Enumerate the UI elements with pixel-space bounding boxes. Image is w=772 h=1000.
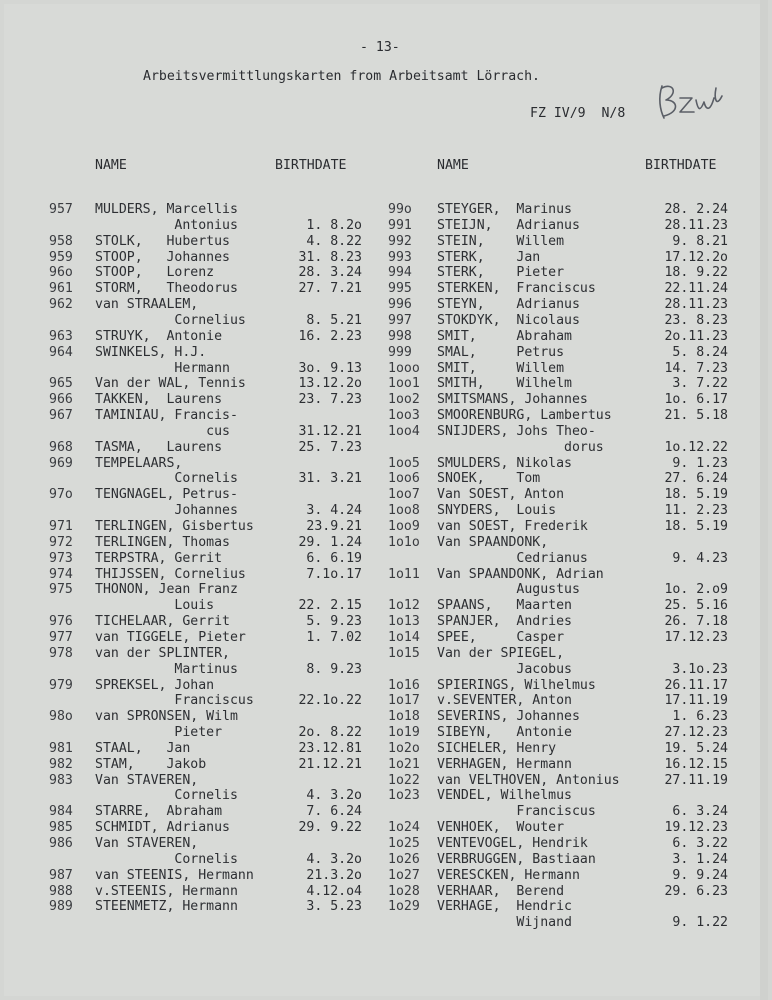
entry-name: SMITSMANS, Johannes xyxy=(437,392,588,408)
entry-name: TASMA, Laurens xyxy=(95,439,223,455)
entry-name: Johannes xyxy=(95,503,238,519)
entry-number: 964 xyxy=(49,344,73,360)
header-birthdate-right: BIRTHDATE xyxy=(645,158,717,173)
entry-number: 996 xyxy=(388,297,412,313)
entry-name: v.STEENIS, Hermann xyxy=(95,883,238,899)
entry-number: 1o15 xyxy=(388,645,420,661)
entry-number: 1o29 xyxy=(388,899,420,915)
entry-birthdate: 17.12.23 xyxy=(664,629,728,645)
entry-name: Cornelis xyxy=(95,471,238,487)
entry-number: 1oo8 xyxy=(388,503,420,519)
entry-name: van STEENIS, Hermann xyxy=(95,867,254,883)
entry-name: VENDEL, Wilhelmus xyxy=(437,788,572,804)
entry-name: v.SEVENTER, Anton xyxy=(437,693,572,709)
entry-name: TEMPELAARS, xyxy=(95,455,183,471)
entry-number: 991 xyxy=(388,217,412,233)
entry-birthdate: 3. 4.24 xyxy=(306,503,362,519)
entry-name: SWINKELS, H.J. xyxy=(95,344,207,360)
entry-name: TENGNAGEL, Petrus- xyxy=(95,487,238,503)
entry-name: Hermann xyxy=(95,360,230,376)
entry-birthdate: 9. 4.23 xyxy=(672,550,728,566)
entry-birthdate: 21.12.21 xyxy=(298,756,362,772)
entry-number: 1o27 xyxy=(388,867,420,883)
entry-number: 983 xyxy=(49,772,73,788)
entry-number: 977 xyxy=(49,629,73,645)
entry-name: STORM, Theodorus xyxy=(95,281,238,297)
entry-number: 959 xyxy=(49,249,73,265)
entry-name: STERK, Pieter xyxy=(437,265,565,281)
entry-number: 1o17 xyxy=(388,693,420,709)
entry-name: THONON, Jean Franz xyxy=(95,582,238,598)
entry-name: STOOP, Lorenz xyxy=(95,265,215,281)
entry-birthdate: 1. 7.02 xyxy=(306,629,362,645)
entry-number: 1oo1 xyxy=(388,376,420,392)
entry-number: 1ooo xyxy=(388,360,420,376)
entry-birthdate: 4. 8.22 xyxy=(306,233,362,249)
entry-number: 974 xyxy=(49,566,73,582)
entry-birthdate: 23. 8.23 xyxy=(664,312,728,328)
header-name-right: NAME xyxy=(437,158,469,173)
entry-birthdate: 9. 9.24 xyxy=(672,867,728,883)
entry-name: Augustus xyxy=(437,582,580,598)
entry-number: 982 xyxy=(49,756,73,772)
entry-number: 1o11 xyxy=(388,566,420,582)
entry-name: STOOP, Johannes xyxy=(95,249,230,265)
entry-number: 965 xyxy=(49,376,73,392)
entry-name: Jacobus xyxy=(437,661,572,677)
entry-birthdate: 29. 1.24 xyxy=(298,534,362,550)
entry-name: SPIERINGS, Wilhelmus xyxy=(437,677,596,693)
entry-birthdate: 25. 5.16 xyxy=(664,598,728,614)
entry-birthdate: 1o. 6.17 xyxy=(664,392,728,408)
entry-name: van SOEST, Frederik xyxy=(437,519,588,534)
entry-name: STEENMETZ, Hermann xyxy=(95,899,238,915)
entry-name: van STRAALEM, xyxy=(95,297,199,313)
entry-number: 979 xyxy=(49,677,73,693)
entry-birthdate: 17.11.19 xyxy=(664,693,728,709)
entry-birthdate: 13.12.2o xyxy=(298,376,362,392)
entry-number: 1oo5 xyxy=(388,455,420,471)
entry-number: 967 xyxy=(49,408,73,424)
entry-name: Wijnand xyxy=(437,915,572,931)
entry-name: SNIJDERS, Johs Theo- xyxy=(437,423,596,439)
entry-birthdate: 22.1o.22 xyxy=(298,693,362,709)
page-edge xyxy=(760,0,768,1000)
entry-birthdate: 5. 8.24 xyxy=(672,344,728,360)
entry-birthdate: 1. 8.2o xyxy=(306,217,362,233)
entry-birthdate: 8. 5.21 xyxy=(306,312,362,328)
entry-number: 986 xyxy=(49,836,73,851)
entry-name: STEYN, Adrianus xyxy=(437,297,580,313)
entry-birthdate: 9. 8.21 xyxy=(672,233,728,249)
entry-number: 1o18 xyxy=(388,709,420,725)
entry-birthdate: 3o. 9.13 xyxy=(298,360,362,376)
entry-birthdate: 7.1o.17 xyxy=(306,566,362,582)
entry-name: STOLK, Hubertus xyxy=(95,233,230,249)
page-number: - 13- xyxy=(360,40,400,55)
document-title: Arbeitsvermittlungskarten from Arbeitsamt Lörrach. xyxy=(143,69,540,84)
entry-name: STERKEN, Franciscus xyxy=(437,281,596,297)
entry-name: SMAL, Petrus xyxy=(437,344,565,360)
entry-number: 988 xyxy=(49,883,73,899)
entry-birthdate: 6. 3.24 xyxy=(672,804,728,820)
entry-number: 1o16 xyxy=(388,677,420,693)
entry-number: 957 xyxy=(49,202,73,217)
entry-birthdate: 22.11.24 xyxy=(664,281,728,297)
entry-name: STEIN, Willem xyxy=(437,233,565,249)
entry-number: 984 xyxy=(49,804,73,820)
entry-name: VERESCKEN, Hermann xyxy=(437,867,580,883)
entry-birthdate: 17.12.2o xyxy=(664,249,728,265)
entry-birthdate: 25. 7.23 xyxy=(298,439,362,455)
entry-name: van der SPLINTER, xyxy=(95,645,230,661)
handwritten-signature xyxy=(640,76,740,126)
entry-number: 976 xyxy=(49,614,73,630)
entry-number: 981 xyxy=(49,740,73,756)
entry-number: 997 xyxy=(388,312,412,328)
header-birthdate-left: BIRTHDATE xyxy=(275,158,347,173)
entry-birthdate: 23. 7.23 xyxy=(298,392,362,408)
entry-name: STERK, Jan xyxy=(437,249,541,265)
entry-birthdate: 27.12.23 xyxy=(664,725,728,741)
entry-name: cus xyxy=(95,423,230,439)
entry-name: Van SPAANDONK, Adrian xyxy=(437,566,604,582)
entry-name: TERLINGEN, Gisbertus xyxy=(95,519,254,534)
entry-number: 1o2o xyxy=(388,740,420,756)
entry-number: 994 xyxy=(388,265,412,281)
entry-name: STRUYK, Antonie xyxy=(95,328,223,344)
entry-number: 995 xyxy=(388,281,412,297)
entry-birthdate: 3.1o.23 xyxy=(672,661,728,677)
entry-birthdate: 27.11.19 xyxy=(664,772,728,788)
entry-birthdate: 18. 9.22 xyxy=(664,265,728,281)
entry-birthdate: 3. 7.22 xyxy=(672,376,728,392)
entry-name: SMOORENBURG, Lambertus xyxy=(437,408,612,424)
entry-birthdate: 28. 3.24 xyxy=(298,265,362,281)
entry-name: Cornelius xyxy=(95,312,246,328)
entry-name: SMIT, Abraham xyxy=(437,328,572,344)
entry-number: 971 xyxy=(49,519,73,534)
entry-birthdate: 29. 9.22 xyxy=(298,820,362,836)
entry-birthdate: 18. 5.19 xyxy=(664,487,728,503)
entry-name: Van der SPIEGEL, xyxy=(437,645,565,661)
entry-name: Cornelis xyxy=(95,788,238,804)
entry-name: VERBRUGGEN, Bastiaan xyxy=(437,851,596,867)
entry-number: 1o14 xyxy=(388,629,420,645)
entry-number: 1oo9 xyxy=(388,519,420,534)
entry-name: SPANJER, Andries xyxy=(437,614,572,630)
entry-number: 975 xyxy=(49,582,73,598)
entry-name: SPAANS, Maarten xyxy=(437,598,572,614)
entry-number: 962 xyxy=(49,297,73,313)
entry-number: 958 xyxy=(49,233,73,249)
entry-birthdate: 19.12.23 xyxy=(664,820,728,836)
entry-number: 989 xyxy=(49,899,73,915)
entry-number: 98o xyxy=(49,709,73,725)
entry-name: Antonius xyxy=(95,217,238,233)
entry-birthdate: 27. 7.21 xyxy=(298,281,362,297)
entry-number: 1o12 xyxy=(388,598,420,614)
entry-name: VERHAGEN, Hermann xyxy=(437,756,572,772)
entry-number: 985 xyxy=(49,820,73,836)
header-name-left: NAME xyxy=(95,158,127,173)
entry-birthdate: 2o.11.23 xyxy=(664,328,728,344)
entry-number: 966 xyxy=(49,392,73,408)
entry-number: 1o28 xyxy=(388,883,420,899)
entry-birthdate: 9. 1.23 xyxy=(672,455,728,471)
entry-number: 1o13 xyxy=(388,614,420,630)
entry-birthdate: 6. 6.19 xyxy=(306,550,362,566)
entry-number: 1oo7 xyxy=(388,487,420,503)
entry-number: 96o xyxy=(49,265,73,281)
entry-birthdate: 23.12.81 xyxy=(298,740,362,756)
entry-name: Van der WAL, Tennis xyxy=(95,376,246,392)
entry-name: THIJSSEN, Cornelius xyxy=(95,566,246,582)
entry-name: van TIGGELE, Pieter xyxy=(95,629,246,645)
entry-name: SPREKSEL, Johan xyxy=(95,677,215,693)
entry-birthdate: 21.3.2o xyxy=(306,867,362,883)
entry-number: 99o xyxy=(388,202,412,217)
entry-name: STEIJN, Adrianus xyxy=(437,217,580,233)
entry-name: van SPRONSEN, Wilm xyxy=(95,709,238,725)
entry-birthdate: 31. 3.21 xyxy=(298,471,362,487)
entry-name: SNYDERS, Louis xyxy=(437,503,557,519)
entry-birthdate: 21. 5.18 xyxy=(664,408,728,424)
entry-birthdate: 7. 6.24 xyxy=(306,804,362,820)
entry-name: Franciscus xyxy=(437,804,596,820)
entry-name: TERPSTRA, Gerrit xyxy=(95,550,223,566)
entry-name: Pieter xyxy=(95,725,223,741)
entry-number: 969 xyxy=(49,455,73,471)
entry-number: 1o21 xyxy=(388,756,420,772)
entry-name: MULDERS, Marcellis xyxy=(95,202,238,217)
entry-number: 972 xyxy=(49,534,73,550)
entry-number: 963 xyxy=(49,328,73,344)
entry-birthdate: 11. 2.23 xyxy=(664,503,728,519)
entry-number: 1o25 xyxy=(388,836,420,851)
entry-birthdate: 9. 1.22 xyxy=(672,915,728,931)
entry-name: TICHELAAR, Gerrit xyxy=(95,614,230,630)
entry-number: 992 xyxy=(388,233,412,249)
entry-number: 97o xyxy=(49,487,73,503)
entry-number: 993 xyxy=(388,249,412,265)
entry-birthdate: 16.12.15 xyxy=(664,756,728,772)
entry-name: dorus xyxy=(437,439,604,455)
entry-birthdate: 4. 3.2o xyxy=(306,788,362,804)
entry-name: STAAL, Jan xyxy=(95,740,191,756)
entry-name: VENTEVOGEL, Hendrik xyxy=(437,836,588,851)
entry-number: 968 xyxy=(49,439,73,455)
entry-name: TAKKEN, Laurens xyxy=(95,392,223,408)
entry-birthdate: 6. 3.22 xyxy=(672,836,728,851)
entry-number: 1o26 xyxy=(388,851,420,867)
entry-birthdate: 28.11.23 xyxy=(664,297,728,313)
entry-number: 973 xyxy=(49,550,73,566)
entry-birthdate: 28.11.23 xyxy=(664,217,728,233)
entry-name: VERHAGE, Hendric xyxy=(437,899,572,915)
entry-name: Van SOEST, Anton xyxy=(437,487,565,503)
entry-birthdate: 1o. 2.o9 xyxy=(664,582,728,598)
entry-number: 999 xyxy=(388,344,412,360)
entry-birthdate: 26. 7.18 xyxy=(664,614,728,630)
entry-name: VENHOEK, Wouter xyxy=(437,820,565,836)
entry-birthdate: 29. 6.23 xyxy=(664,883,728,899)
entry-birthdate: 1o.12.22 xyxy=(664,439,728,455)
entry-birthdate: 31.12.21 xyxy=(298,423,362,439)
entry-birthdate: 8. 9.23 xyxy=(306,661,362,677)
entry-birthdate: 3. 1.24 xyxy=(672,851,728,867)
entry-number: 1o22 xyxy=(388,772,420,788)
entry-name: Van STAVEREN, xyxy=(95,836,199,851)
file-reference: FZ IV/9 N/8 xyxy=(530,106,626,121)
entry-birthdate: 31. 8.23 xyxy=(298,249,362,265)
entry-name: STARRE, Abraham xyxy=(95,804,223,820)
entry-name: SEVERINS, Johannes xyxy=(437,709,580,725)
entry-birthdate: 1. 6.23 xyxy=(672,709,728,725)
entry-number: 1oo2 xyxy=(388,392,420,408)
entry-number: 1o1o xyxy=(388,534,420,550)
entry-name: Van SPAANDONK, xyxy=(437,534,549,550)
entry-name: TAMINIAU, Francis- xyxy=(95,408,238,424)
entry-name: STEYGER, Marinus xyxy=(437,202,572,217)
entry-name: Cedrianus xyxy=(437,550,588,566)
entry-name: SMIT, Willem xyxy=(437,360,565,376)
entry-birthdate: 5. 9.23 xyxy=(306,614,362,630)
entry-number: 1o19 xyxy=(388,725,420,741)
entry-name: TERLINGEN, Thomas xyxy=(95,534,230,550)
entry-birthdate: 23.9.21 xyxy=(306,519,362,534)
entry-number: 961 xyxy=(49,281,73,297)
entry-birthdate: 14. 7.23 xyxy=(664,360,728,376)
entry-number: 1o24 xyxy=(388,820,420,836)
entry-name: SIBEYN, Antonie xyxy=(437,725,572,741)
entry-birthdate: 19. 5.24 xyxy=(664,740,728,756)
entry-number: 1oo6 xyxy=(388,471,420,487)
entry-name: STOKDYK, Nicolaus xyxy=(437,312,580,328)
entry-birthdate: 28. 2.24 xyxy=(664,202,728,217)
entry-name: van VELTHOVEN, Antonius xyxy=(437,772,620,788)
entry-birthdate: 2o. 8.22 xyxy=(298,725,362,741)
entry-name: Van STAVEREN, xyxy=(95,772,199,788)
entry-name: Martinus xyxy=(95,661,238,677)
entry-name: Franciscus xyxy=(95,693,254,709)
entry-birthdate: 22. 2.15 xyxy=(298,598,362,614)
entry-birthdate: 16. 2.23 xyxy=(298,328,362,344)
entry-number: 987 xyxy=(49,867,73,883)
entry-birthdate: 26.11.17 xyxy=(664,677,728,693)
entry-birthdate: 18. 5.19 xyxy=(664,519,728,534)
entry-name: SMULDERS, Nikolas xyxy=(437,455,572,471)
entry-number: 978 xyxy=(49,645,73,661)
entry-number: 1oo3 xyxy=(388,408,420,424)
entry-birthdate: 4.12.o4 xyxy=(306,883,362,899)
entry-name: STAM, Jakob xyxy=(95,756,207,772)
entry-name: Louis xyxy=(95,598,215,614)
entry-birthdate: 3. 5.23 xyxy=(306,899,362,915)
entry-number: 998 xyxy=(388,328,412,344)
entry-number: 1oo4 xyxy=(388,423,420,439)
entry-name: Cornelis xyxy=(95,851,238,867)
entry-name: SICHELER, Henry xyxy=(437,740,557,756)
entry-name: SNOEK, Tom xyxy=(437,471,541,487)
entry-birthdate: 27. 6.24 xyxy=(664,471,728,487)
entry-name: SMITH, Wilhelm xyxy=(437,376,572,392)
entry-name: SCHMIDT, Adrianus xyxy=(95,820,230,836)
entry-name: SPEE, Casper xyxy=(437,629,565,645)
entry-birthdate: 4. 3.2o xyxy=(306,851,362,867)
entry-name: VERHAAR, Berend xyxy=(437,883,565,899)
entry-number: 1o23 xyxy=(388,788,420,804)
